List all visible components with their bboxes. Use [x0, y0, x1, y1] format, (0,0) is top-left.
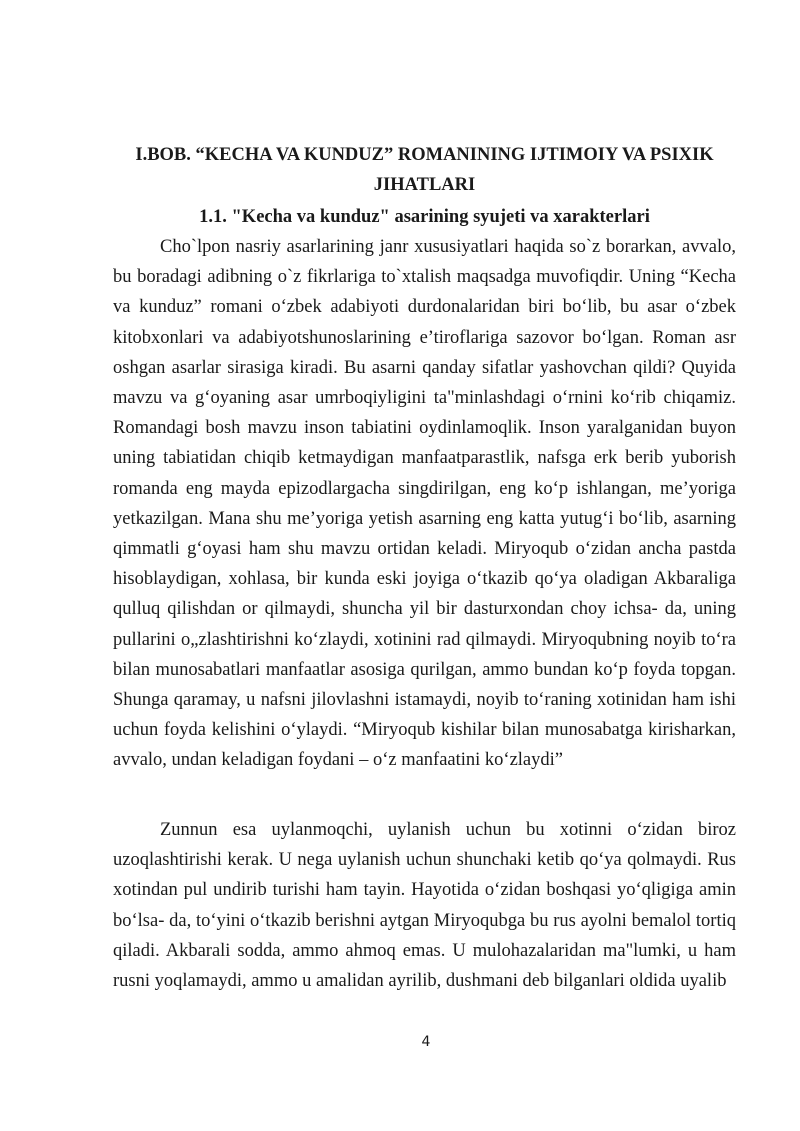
body-paragraph-1-block — [113, 232, 736, 776]
chapter-title: I.BOB. “KECHA VA KUNDUZ” ROMANINING IJTIMOIY VA PSIXIK JIHATLARI — [135, 145, 714, 195]
page-number: 4 — [421, 1034, 431, 1050]
section-title: 1.1. "Kecha va kunduz" asarining syujeti va xarakterlari — [199, 207, 650, 227]
body-paragraph: Zunnun esa uylanmoqchi, uylanish uchun bu xotinni o‘zidan biroz uzoqlashtirishi kerak. U nega uylanish uchun shunchaki ketib qo‘ya qolmaydi. Rus xotindan pul undirib turishi ham tayin. Hayotida o‘zidan boshqasi yo‘qligiga amin bo‘lsa- da, to‘yini o‘tkazib berishni aytgan Miryoqubga bu rus ayolni bemalol tortiq qiladi. Akbarali sodda, ammo ahmoq emas. U mulohazalaridan ma"lumki, u ham rusni yoqlamaydi, ammo u amalidan ayrilib, dushmani deb bilganlari oldida uyalib — [113, 820, 736, 992]
body-paragraph-2-block — [113, 815, 736, 996]
body-paragraph: Cho`lpon nasriy asarlarining janr xususiyatlari haqida so`z borarkan, avvalo, bu boradagi adibning o`z fikrlariga to`xtalish maqsadga muvofiqdir. Uning “Kecha va kunduz” romani o‘zbek adabiyoti durdonalaridan biri bo‘lib, bu asar o‘zbek kitobxonlari va adabiyotshunoslarining e’tiroflariga sazovor bo‘lgan. Roman asr oshgan asarlar sirasiga kiradi. Bu asarni qanday sifatlar yashovchan qildi? Quyida mavzu va g‘oyaning asar umrboqiyligini ta"minlashdagi o‘rnini ko‘rib chiqamiz. Romandagi bosh mavzu inson tabiatini oydinlamoqlik. Inson yaralganidan buyon uning tabiatidan chiqib ketmaydigan manfaatparastlik, nafsga erk berib yuborish romanda eng mayda epizodlargacha singdirilgan, eng ko‘p ishlangan, me’yoriga yetkazilgan. Mana shu me’yoriga yetish asarning eng katta yutug‘i bo‘lib, asarning qimmatli g‘oyasi ham shu mavzu ortidan keladi. Miryoqub o‘zidan ancha pastda hisoblaydigan, xohlasa, bir kunda eski joyiga o‘tkazib qo‘ya oladigan Akbaraliga qulluq qilishdan or qilmaydi, shuncha yil bir dasturxondan choy ichsa- da, uning pullarini o„zlashtirishni ko‘zlaydi, xotinini rad qilmaydi. Miryoqubning noyib to‘ra bilan munosabatlari manfaatlar asosiga qurilgan, ammo bundan ko‘p foyda topgan. Shunga qaramay, u nafsni jilovlashni istamaydi, noyib to‘raning xotinidan ham ishi uchun foyda kelishini o‘ylaydi. “Miryoqub kishilar bilan munosabatga kirisharkan, avvalo, undan keladigan foydani – o‘z manfaatini ko‘zlaydi” — [113, 237, 736, 771]
